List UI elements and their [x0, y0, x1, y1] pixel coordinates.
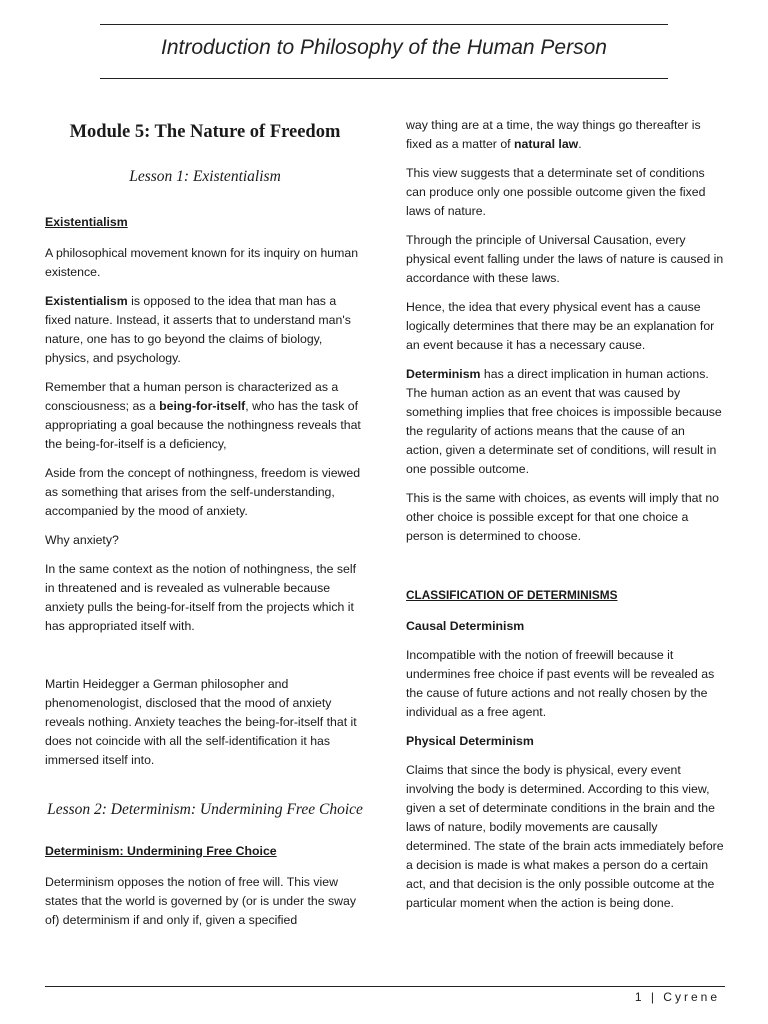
- bold-term: Existentialism: [45, 294, 128, 308]
- determinism-heading: Determinism: Undermining Free Choice: [45, 844, 277, 858]
- document-header-title: Introduction to Philosophy of the Human Person: [161, 36, 607, 59]
- paragraph: Through the principle of Universal Causation, every physical event falling under the laws of nature is caused in accordance with these laws.: [406, 233, 724, 285]
- physical-determinism-heading: Physical Determinism: [406, 734, 534, 748]
- paragraph: Claims that since the body is physical, every event involving the body is determined. According to this view, given a set of determinate conditions in the brain and the laws of nature, bodily movements are causally determined. The state of the brain acts immediately before a decision is made is what makes a person do a certain act, and that decision is the only possible outcome at the particular moment when the action is being done.: [406, 763, 724, 910]
- bold-term: being-for-itself: [159, 399, 246, 413]
- lesson-1-title: Lesson 1: Existentialism: [129, 168, 281, 185]
- bold-term: Determinism: [406, 367, 481, 381]
- page-number: 1 | Cyrene: [634, 990, 720, 1004]
- header-top-rule: [100, 24, 668, 25]
- lesson-2-title: Lesson 2: Determinism: Undermining Free Choice: [47, 801, 363, 818]
- paragraph: Remember that a human person is characterized as a consciousness; as a being-for-itself, who has the task of appropriating a goal because the nothingness reveals that the being-for-itself is a deficiency,: [45, 380, 361, 451]
- right-column: [406, 116, 724, 923]
- header-bottom-rule: [100, 78, 668, 79]
- paragraph: Aside from the concept of nothingness, freedom is viewed as something that arises from the self-understanding, accompanied by the mood of anxiety.: [45, 466, 361, 518]
- classification-heading: CLASSIFICATION OF DETERMINISMS: [406, 588, 618, 602]
- paragraph: In the same context as the notion of nothingness, the self in threatened and is revealed as vulnerable because anxiety pulls the being-for-itself from the projects which it has appropriated itself with.: [45, 562, 357, 633]
- paragraph: Why anxiety?: [45, 533, 119, 547]
- module-title: Module 5: The Nature of Freedom: [69, 122, 341, 142]
- existentialism-heading: Existentialism: [45, 215, 128, 229]
- paragraph: Existentialism is opposed to the idea that man has a fixed nature. Instead, it asserts that to understand man's nature, one has to go beyond the claims of biology, physics, and psychology.: [45, 294, 351, 365]
- paragraph: way thing are at a time, the way things go thereafter is fixed as a matter of natural law.: [406, 118, 701, 151]
- paragraph: Hence, the idea that every physical event has a cause logically determines that there may be an explanation for an event because it has a necessary cause.: [406, 300, 715, 352]
- paragraph: This view suggests that a determinate set of conditions can produce only one possible outcome given the fixed laws of nature.: [406, 166, 706, 218]
- footer-rule: [45, 986, 725, 987]
- causal-determinism-heading: Causal Determinism: [406, 619, 525, 633]
- paragraph: Determinism has a direct implication in human actions. The human action as an event that was caused by something implies that free choices is impossible because the regularity of actions means that the cause of an action, given a determinate set of conditions, will result in one possible outcome.: [406, 367, 722, 476]
- paragraph: A philosophical movement known for its inquiry on human existence.: [45, 246, 359, 279]
- paragraph: This is the same with choices, as events will imply that no other choice is possible except for that one choice a person is determined to choose.: [406, 491, 720, 543]
- paragraph: Determinism opposes the notion of free will. This view states that the world is governed by (or is under the sway of) determinism if and only if, given a specified: [45, 875, 356, 927]
- paragraph: Martin Heidegger a German philosopher and phenomenologist, disclosed that the mood of anxiety reveals nothing. Anxiety teaches the being-for-itself that it does not coincide with all the self-identification it has immersed itself into.: [45, 677, 357, 767]
- paragraph: Incompatible with the notion of freewill because it undermines free choice if past events will be revealed as the cause of future actions and not really chosen by the individual as a free agent.: [406, 648, 715, 719]
- bold-term: natural law: [514, 137, 579, 151]
- left-column: [45, 116, 365, 940]
